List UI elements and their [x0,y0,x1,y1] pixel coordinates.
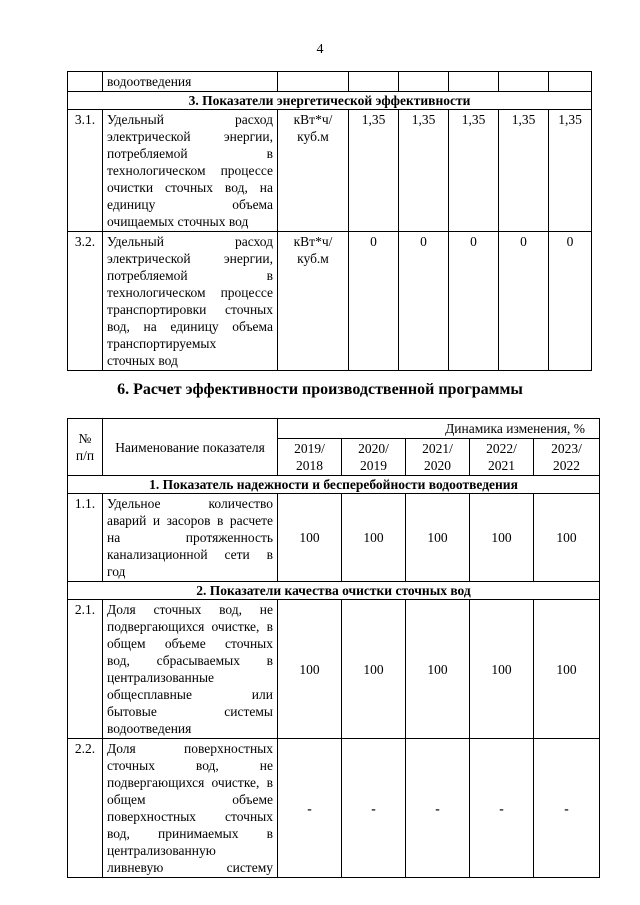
value-cell: 1,35 [349,110,399,232]
unit: кВт*ч/ куб.м [278,232,349,371]
table-row [68,232,592,371]
value-cell: 100 [278,494,342,582]
indicator-name [103,110,278,232]
header-row [68,419,600,439]
name-line: централизованные [107,670,215,685]
section-header-row [68,476,600,494]
name-line: потребляемой в [107,268,273,283]
value-cell: 100 [470,600,534,739]
row-number: 3.2. [68,232,103,371]
name-line: общесплавные или [107,687,273,702]
name-line: электрической энергии, [107,129,273,144]
table-row [68,110,592,232]
indicator-name [103,600,278,739]
section-3-title: 3. Показатели энергетической эффективности [68,92,592,110]
name-line: ливневую систему [107,860,273,875]
name-line: Удельный расход [107,234,273,249]
row-number: 2.1. [68,600,103,739]
name-line: технологическом процессе [107,285,273,300]
unit: кВт*ч/ куб.м [278,110,349,232]
value-cell: 1,35 [499,110,549,232]
section-1-title: 1. Показатель надежности и бесперебойности водоотведения [68,476,600,494]
value-cell: 100 [342,600,406,739]
name-line: единицу объема [107,197,273,212]
number-header: № п/п [68,419,103,476]
row-number: 2.2. [68,739,103,878]
year-header: 2021/ 2020 [406,439,470,476]
year-header: 2023/ 2022 [534,439,600,476]
energy-efficiency-table [67,71,592,371]
name-line: подвергающихся очистке, в [107,619,273,634]
name-line: вод, сбрасываемых в [107,653,273,668]
name-line: сточных вод [107,353,178,368]
name-line: аварий и засоров в расчете [107,513,273,528]
value-cell: 0 [549,232,592,371]
name-line: транспортировки сточных [107,302,273,317]
name-line: транспортируемых [107,336,217,351]
value-cell: 0 [449,232,499,371]
value-cell: 100 [534,494,600,582]
name-line: общем объеме [107,792,273,807]
name-line: технологическом процессе [107,163,273,178]
value-cell: - [534,739,600,878]
value-cell: - [278,739,342,878]
value-cell: - [406,739,470,878]
name-header: Наименование показателя [103,419,278,476]
section-2-title: 2. Показатели качества очистки сточных вод [68,582,600,600]
name-line: поверхностных сточных [107,809,273,824]
section-header-row [68,582,600,600]
name-line: очищаемых сточных вод [107,214,249,229]
value-cell: 1,35 [449,110,499,232]
name-line: Удельное количество [107,496,273,511]
value-cell: 0 [349,232,399,371]
name-line: Доля поверхностных [107,741,273,756]
indicator-name [103,494,278,582]
indicator-name [103,232,278,371]
name-line: потребляемой в [107,146,273,161]
name-line: сточных вод, не [107,758,273,773]
value-cell: - [342,739,406,878]
name-line: общем объеме сточных [107,636,273,651]
page-number: 4 [316,42,324,57]
value-cell: 100 [470,494,534,582]
name-line: электрической энергии, [107,251,273,266]
value-cell: - [470,739,534,878]
value-cell: 100 [278,600,342,739]
section-header-row [68,92,592,110]
value-cell: 100 [406,600,470,739]
name-line: год [107,564,126,579]
name-line: централизованную [107,843,216,858]
table-row [68,72,592,92]
row-number: 3.1. [68,110,103,232]
table-row [68,739,600,878]
year-header: 2022/ 2021 [470,439,534,476]
row-number: 1.1. [68,494,103,582]
name-line: Удельный расход [107,112,273,127]
section-6-title: 6. Расчет эффективности производственной программы [117,381,523,398]
name-line: на протяженность [107,530,273,545]
table-row [68,494,600,582]
value-cell: 0 [399,232,449,371]
table-row [68,600,600,739]
name-line: водоотведения [107,721,192,736]
name-line: вод, принимаемых в [107,826,273,841]
value-cell: 100 [342,494,406,582]
dynamics-header: Динамика изменения, % [278,419,600,439]
name-line: канализационной сети в [107,547,273,562]
indicator-name [103,739,278,878]
efficiency-table [67,418,600,878]
name-line: бытовые системы [107,704,273,719]
name-line: вод, на единицу объема [107,319,273,334]
value-cell: 0 [499,232,549,371]
value-cell: 100 [406,494,470,582]
name-line: очистки сточных вод, на [107,180,273,195]
value-cell: 1,35 [549,110,592,232]
year-header: 2019/ 2018 [278,439,342,476]
name-line: подвергающихся очистке, в [107,775,273,790]
value-cell: 100 [534,600,600,739]
value-cell: 1,35 [399,110,449,232]
name-line: Доля сточных вод, не [107,602,273,617]
year-header: 2020/ 2019 [342,439,406,476]
continued-text: водоотведения [103,72,278,92]
